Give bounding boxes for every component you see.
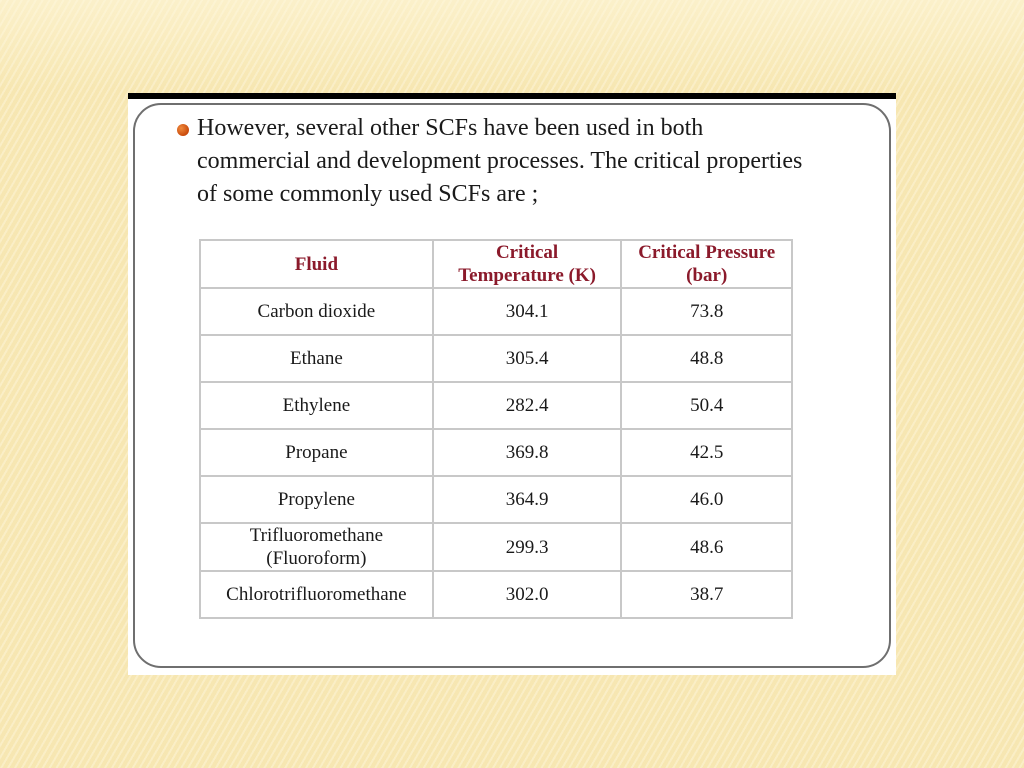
- table-row: [200, 335, 792, 382]
- cell-fluid: Ethylene: [200, 382, 433, 429]
- cell-pressure: 38.7: [621, 571, 792, 618]
- slide-content-image: [128, 93, 896, 675]
- table-header-row: [200, 240, 792, 288]
- table-row: [200, 382, 792, 429]
- cell-temperature: 305.4: [433, 335, 622, 382]
- cell-temperature: 282.4: [433, 382, 622, 429]
- cell-fluid: Chlorotrifluoromethane: [200, 571, 433, 618]
- table-row: [200, 571, 792, 618]
- cell-pressure: 48.8: [621, 335, 792, 382]
- cell-pressure: 46.0: [621, 476, 792, 523]
- cell-pressure: 73.8: [621, 288, 792, 335]
- bullet-text: However, several other SCFs have been used in both commercial and development processes. The critical properties of some commonly used SCFs are ;: [197, 115, 803, 207]
- table-row: [200, 523, 792, 571]
- header-critical-temperature: Critical Temperature (K): [433, 240, 622, 288]
- cell-temperature: 369.8: [433, 429, 622, 476]
- cell-temperature: 304.1: [433, 288, 622, 335]
- scf-properties-table: [199, 239, 793, 619]
- cell-pressure: 48.6: [621, 523, 792, 571]
- top-rule: [128, 93, 896, 99]
- table-row: [200, 429, 792, 476]
- table-row: [200, 476, 792, 523]
- cell-temperature: 302.0: [433, 571, 622, 618]
- cell-fluid: Trifluoromethane (Fluoroform): [200, 523, 433, 571]
- table-row: [200, 288, 792, 335]
- cell-fluid: Carbon dioxide: [200, 288, 433, 335]
- cell-temperature: 299.3: [433, 523, 622, 571]
- cell-fluid: Propylene: [200, 476, 433, 523]
- cell-pressure: 42.5: [621, 429, 792, 476]
- cell-fluid: Ethane: [200, 335, 433, 382]
- header-fluid: Fluid: [200, 240, 433, 288]
- cell-temperature: 364.9: [433, 476, 622, 523]
- header-critical-pressure: Critical Pressure (bar): [621, 240, 792, 288]
- cell-pressure: 50.4: [621, 382, 792, 429]
- cell-fluid: Propane: [200, 429, 433, 476]
- rounded-panel: [133, 103, 891, 668]
- bullet-icon: [177, 124, 189, 136]
